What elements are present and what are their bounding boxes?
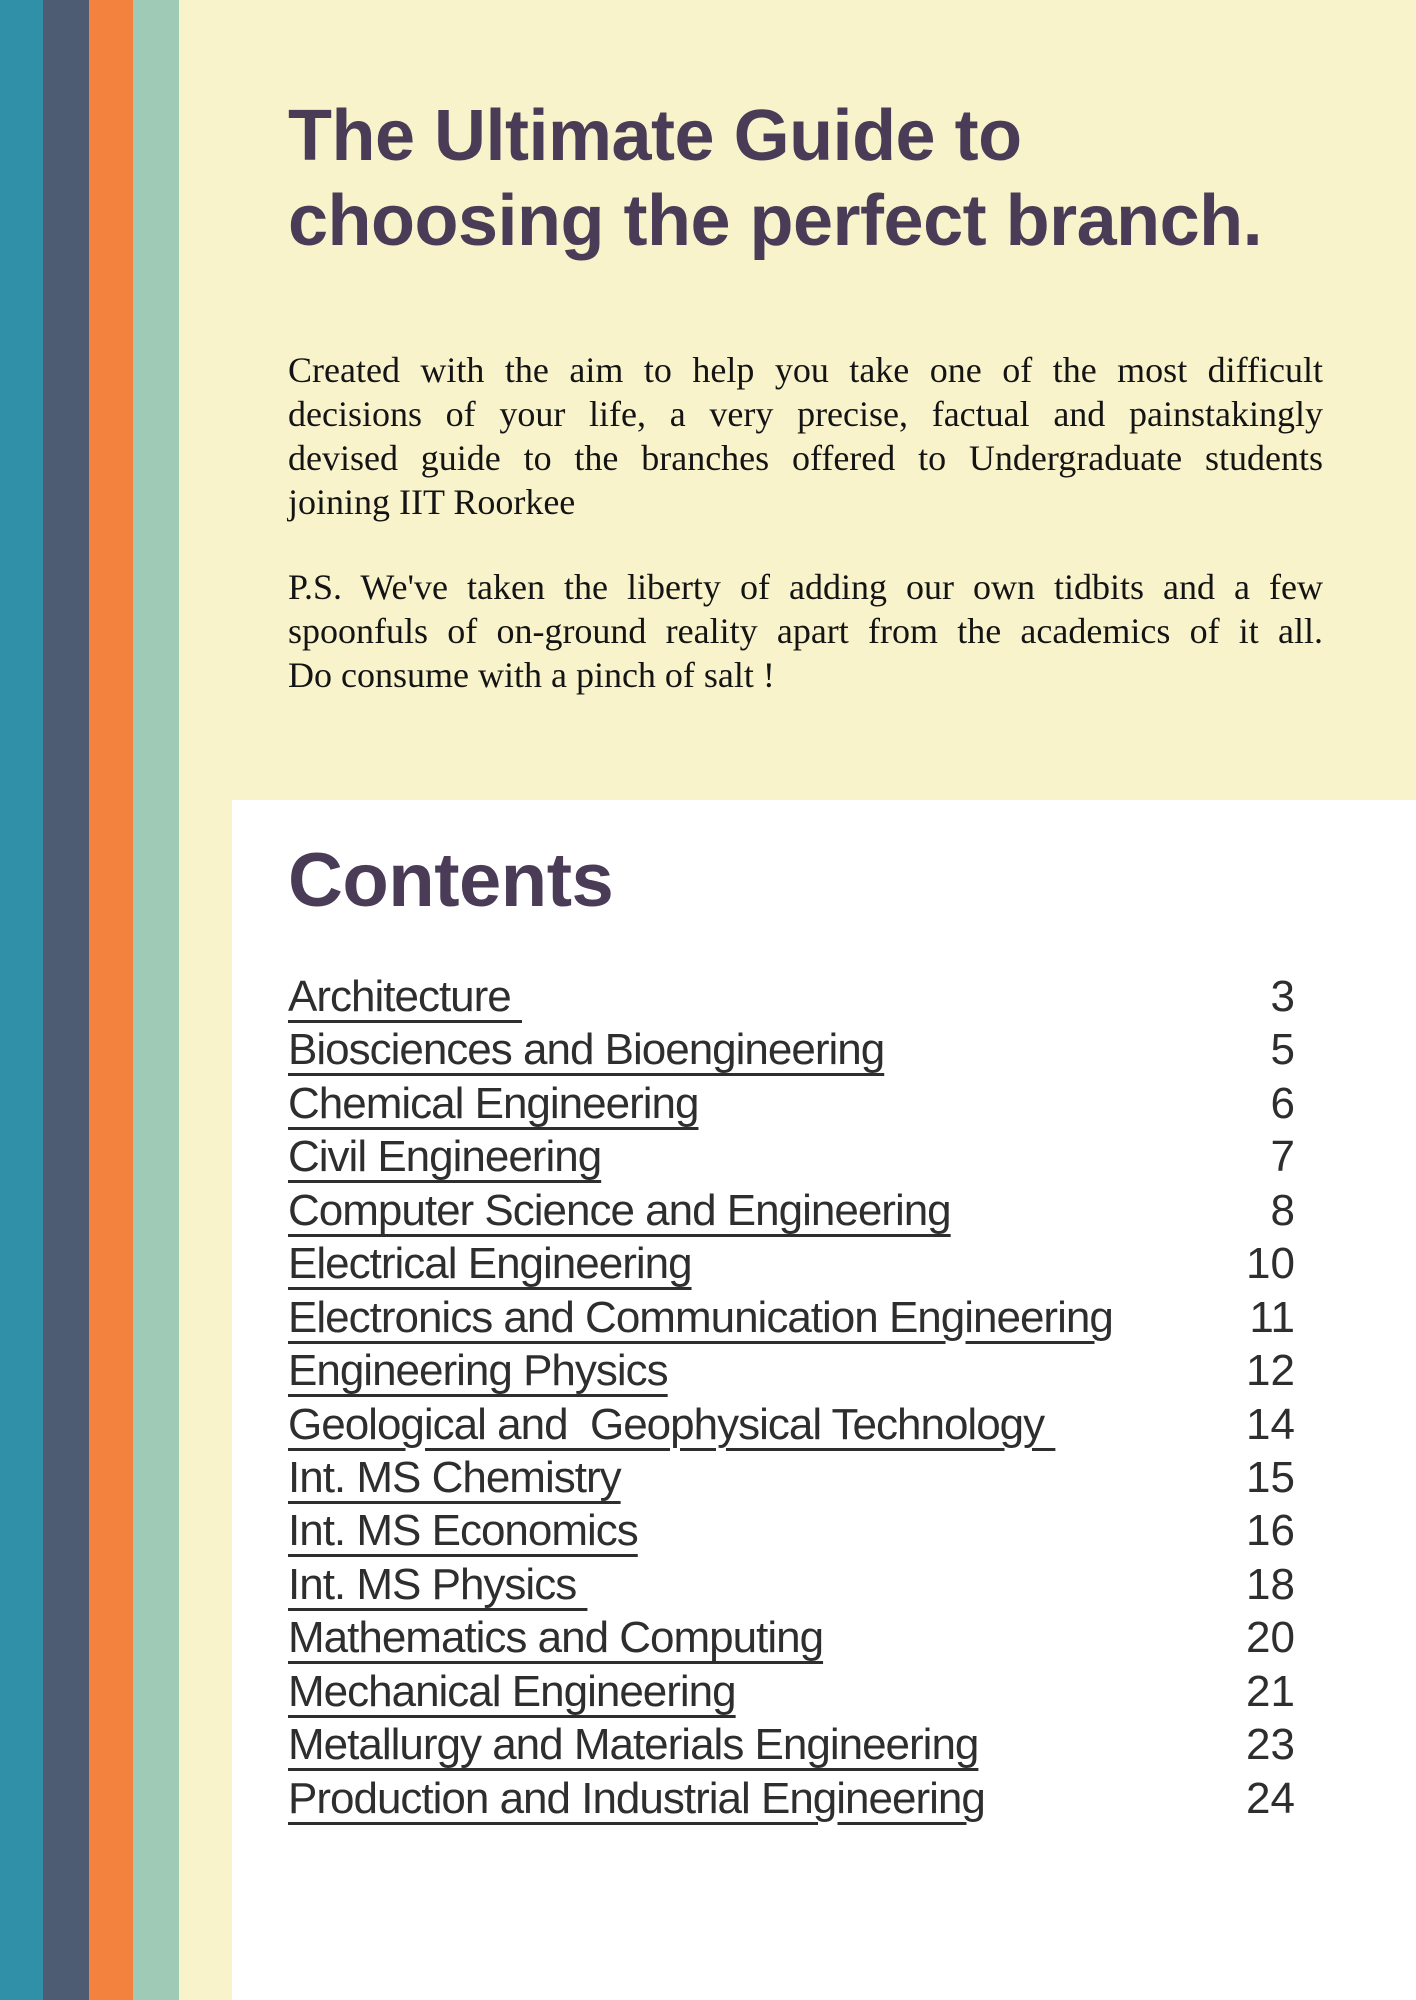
toc-link[interactable]: Metallurgy and Materials Engineering bbox=[288, 1720, 979, 1770]
text-line: joining IIT Roorkee bbox=[288, 482, 576, 522]
toc-item bbox=[288, 1772, 1295, 1825]
toc-page-number: 8 bbox=[1270, 1185, 1295, 1235]
toc-item bbox=[288, 1344, 1295, 1397]
intro-paragraph-1 bbox=[288, 348, 1323, 524]
toc-item bbox=[288, 1184, 1295, 1237]
text-line: choosing the perfect branch. bbox=[288, 181, 1263, 261]
toc-item bbox=[288, 1398, 1295, 1451]
sage-stripe bbox=[133, 0, 179, 2000]
toc-link[interactable]: Engineering Physics bbox=[288, 1346, 668, 1396]
toc-item bbox=[288, 970, 1295, 1023]
toc-item bbox=[288, 1558, 1295, 1611]
text-line: Created with the aim to help you take one of the most difficult bbox=[288, 350, 1323, 390]
toc-item bbox=[288, 1451, 1295, 1504]
toc-link[interactable]: Geological and Geophysical Technology bbox=[288, 1399, 1056, 1449]
text-line: P.S. We've taken the liberty of adding our own tidbits and a few bbox=[288, 567, 1323, 607]
toc-item bbox=[288, 1611, 1295, 1664]
slate-stripe bbox=[43, 0, 89, 2000]
toc-item bbox=[288, 1504, 1295, 1557]
toc-page-number: 23 bbox=[1246, 1720, 1295, 1770]
toc-item bbox=[288, 1291, 1295, 1344]
toc-page-number: 6 bbox=[1270, 1078, 1295, 1128]
toc-page-number: 5 bbox=[1270, 1025, 1295, 1075]
toc-page-number: 15 bbox=[1246, 1452, 1295, 1502]
text-line: Do consume with a pinch of salt ! bbox=[288, 655, 775, 695]
toc-link[interactable]: Electronics and Communication Engineering bbox=[288, 1292, 1113, 1342]
toc-link[interactable]: Architecture bbox=[288, 972, 522, 1021]
toc-page-number: 14 bbox=[1246, 1399, 1295, 1449]
toc-link[interactable]: Electrical Engineering bbox=[288, 1239, 692, 1289]
intro-paragraph-2 bbox=[288, 565, 1323, 697]
toc-item bbox=[288, 1237, 1295, 1290]
toc-link[interactable]: Biosciences and Bioengineering bbox=[288, 1025, 885, 1075]
teal-stripe bbox=[0, 0, 43, 2000]
text-line: decisions of your life, a very precise, factual and painstakingly bbox=[288, 394, 1323, 434]
toc-link[interactable]: Int. MS Chemistry bbox=[288, 1452, 621, 1502]
toc-page-number: 11 bbox=[1249, 1292, 1295, 1342]
toc-link[interactable]: Mathematics and Computing bbox=[288, 1613, 824, 1663]
toc-page-number: 21 bbox=[1246, 1666, 1295, 1716]
toc-page-number: 20 bbox=[1246, 1613, 1295, 1663]
table-of-contents bbox=[288, 970, 1295, 1825]
toc-page-number: 3 bbox=[1270, 972, 1295, 1021]
toc-link[interactable]: Computer Science and Engineering bbox=[288, 1185, 951, 1235]
orange-stripe bbox=[89, 0, 133, 2000]
toc-link[interactable]: Int. MS Economics bbox=[288, 1506, 638, 1556]
toc-link[interactable]: Int. MS Physics bbox=[288, 1559, 588, 1609]
toc-item bbox=[288, 1665, 1295, 1718]
toc-link[interactable]: Production and Industrial Engineering bbox=[288, 1773, 985, 1823]
toc-page-number: 24 bbox=[1246, 1773, 1295, 1823]
toc-page-number: 16 bbox=[1246, 1506, 1295, 1556]
toc-item bbox=[288, 1718, 1295, 1771]
toc-item bbox=[288, 1023, 1295, 1076]
toc-item bbox=[288, 1077, 1295, 1130]
toc-page-number: 18 bbox=[1246, 1559, 1295, 1609]
toc-item bbox=[288, 1130, 1295, 1183]
text-line: spoonfuls of on-ground reality apart from the academics of it all. bbox=[288, 611, 1323, 651]
contents-heading: Contents bbox=[288, 838, 614, 923]
toc-page-number: 7 bbox=[1270, 1132, 1295, 1182]
toc-page-number: 12 bbox=[1246, 1346, 1295, 1396]
toc-link[interactable]: Chemical Engineering bbox=[288, 1078, 699, 1128]
toc-link[interactable]: Mechanical Engineering bbox=[288, 1666, 736, 1716]
page-title bbox=[288, 94, 1398, 264]
text-line: devised guide to the branches offered to Undergraduate students bbox=[288, 438, 1323, 478]
text-line: The Ultimate Guide to bbox=[288, 96, 1022, 176]
toc-page-number: 10 bbox=[1246, 1239, 1295, 1289]
toc-link[interactable]: Civil Engineering bbox=[288, 1132, 602, 1182]
